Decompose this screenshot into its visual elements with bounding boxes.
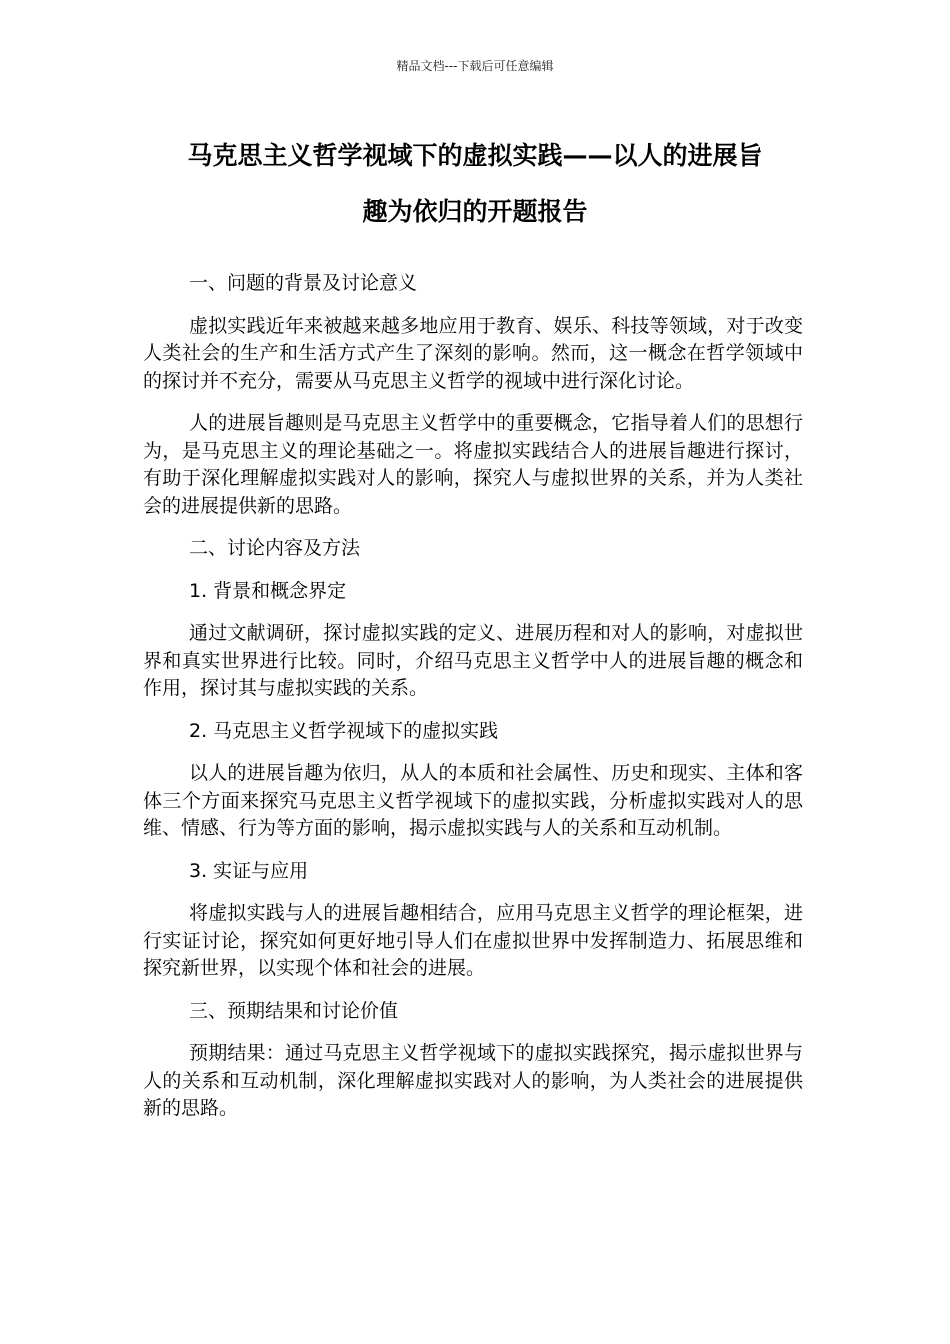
document-title-line-2: 趣为依归的开题报告 bbox=[362, 197, 588, 226]
document-title-line-1: 马克思主义哲学视域下的虚拟实践——以人的进展旨 bbox=[187, 141, 763, 170]
document-body bbox=[143, 270, 803, 1138]
section-2-sub-2-paragraph: 以人的进展旨趣为依归，从人的本质和社会属性、历史和现实、主体和客体三个方面来探究马克思主义哲学视域下的虚拟实践，分析虚拟实践对人的思维、情感、行为等方面的影响，揭示虚拟实践与人的关系和互动机制。 bbox=[143, 762, 803, 839]
section-3-paragraph-1: 预期结果：通过马克思主义哲学视域下的虚拟实践探究，揭示虚拟世界与人的关系和互动机制，深化理解虚拟实践对人的影响，为人类社会的进展提供新的思路。 bbox=[143, 1042, 803, 1119]
section-2-subheading-3: 3. 实证与应用 bbox=[189, 859, 309, 882]
header-note: 精品文档---下载后可任意编辑 bbox=[396, 59, 554, 73]
section-1-heading: 一、问题的背景及讨论意义 bbox=[189, 272, 418, 294]
section-2-heading: 二、讨论内容及方法 bbox=[189, 537, 361, 559]
section-2-subheading-1: 1. 背景和概念界定 bbox=[189, 579, 347, 602]
section-1-paragraph-1: 虚拟实践近年来被越来越多地应用于教育、娱乐、科技等领域，对于改变人类社会的生产和生活方式产生了深刻的影响。然而，这一概念在哲学领域中的探讨并不充分，需要从马克思主义哲学的视域中进行深化讨论。 bbox=[143, 314, 803, 392]
section-1-paragraph-2: 人的进展旨趣则是马克思主义哲学中的重要概念，它指导着人们的思想行为，是马克思主义的理论基础之一。将虚拟实践结合人的进展旨趣进行探讨，有助于深化理解虚拟实践对人的影响，探究人与虚拟世界的关系，并为人类社会的进展提供新的思路。 bbox=[143, 412, 803, 517]
section-3-heading: 三、预期结果和讨论价值 bbox=[189, 999, 399, 1022]
section-2-sub-1-paragraph: 通过文献调研，探讨虚拟实践的定义、进展历程和对人的影响，对虚拟世界和真实世界进行比较。同时，介绍马克思主义哲学中人的进展旨趣的概念和作用，探讨其与虚拟实践的关系。 bbox=[143, 622, 803, 699]
section-2-subheading-2: 2. 马克思主义哲学视域下的虚拟实践 bbox=[189, 719, 499, 742]
section-2-sub-3-paragraph: 将虚拟实践与人的进展旨趣相结合，应用马克思主义哲学的理论框架，进行实证讨论，探究如何更好地引导人们在虚拟世界中发挥制造力、拓展思维和探究新世界，以实现个体和社会的进展。 bbox=[143, 902, 803, 979]
